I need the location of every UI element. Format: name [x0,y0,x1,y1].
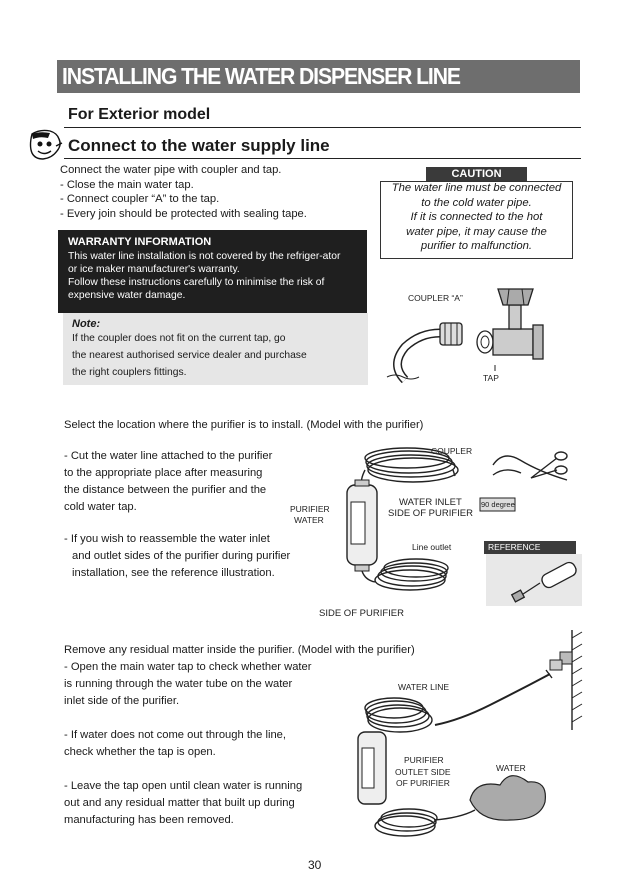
warranty-heading: WARRANTY INFORMATION [68,236,212,248]
tap-coupler-illustration [385,265,580,385]
section3-line: is running through the water tube on the water [64,678,293,690]
section2-line: the distance between the purifier and the [64,484,267,496]
intro-line: - Every join should be protected with sealing tape. [60,207,307,220]
divider [64,158,581,159]
flushing-illustration [350,630,585,842]
coupler-label: COUPLER “A” [408,293,463,303]
caution-line: If it is connected to the hot [410,211,543,223]
purifier-label: PURIFIER [290,504,330,514]
note-line: If the coupler does not fit on the current tap, go [72,333,286,344]
degree-label: 90 degree [481,500,515,509]
warranty-line: This water line installation is not covered by the refriger-ator [68,251,341,262]
warranty-line: expensive water damage. [68,290,186,301]
outlet-label: OF PURIFIER [396,778,450,788]
intro-line: - Close the main water tap. [60,178,194,191]
water-label: WATER [496,763,526,773]
note-heading: Note: [72,318,101,330]
purifier-illustration [335,440,585,610]
note-box [63,313,368,385]
section2-line: cold water tap. [64,501,137,513]
intro-line: Connect the water pipe with coupler and tap. [60,164,282,176]
section3-line: - If water does not come out through the line, [64,729,287,741]
section3-heading: Remove any residual matter inside the purifier. (Model with the purifier) [64,644,415,656]
section2-heading: Select the location where the purifier is to install. (Model with the purifier) [64,419,424,431]
caution-line: water pipe, it may cause the [406,225,547,238]
caution-box [380,181,573,259]
section2-line: and outlet sides of the purifier during purifier [72,550,291,562]
section3-line: - Open the main water tap to check whether water [64,661,312,673]
section-title: Connect to the water supply line [68,136,330,155]
note-line: the right couplers fittings. [72,367,187,378]
section2-line: - Cut the water line attached to the purifier [64,450,273,462]
water-inlet-label: SIDE OF PURIFIER [388,508,473,519]
section3-line: - Leave the tap open until clean water is running [64,780,303,792]
section3-line: check whether the tap is open. [64,746,216,758]
tap-label: TAP [483,373,499,383]
purifier-label: PURIFIER [404,755,444,765]
note-line: the nearest authorised service dealer and purchase [72,350,307,361]
side-of-purifier-label: SIDE OF PURIFIER [319,608,404,619]
page-number: 30 [308,858,322,872]
section3-line: inlet side of the purifier. [64,695,180,707]
caution-line: purifier to malfunction. [420,240,533,252]
coupler-label: COUPLER [431,446,473,456]
subtitle: For Exterior model [68,106,211,123]
mascot-icon [26,128,64,162]
section2-line: installation, see the reference illustration. [72,567,275,579]
divider [64,127,581,128]
section3-line: manufacturing has been removed. [64,814,234,826]
water-inlet-label: WATER INLET [399,497,462,508]
intro-line: - Connect coupler “A” to the tap. [60,193,220,205]
caution-line: to the cold water pipe. [421,196,532,209]
purifier-label: WATER [294,515,324,525]
section2-line: to the appropriate place after measuring [64,467,263,479]
page-title: INSTALLING THE WATER DISPENSER LINE [62,63,460,89]
warranty-line: or ice maker manufacturer's warranty. [68,264,240,275]
outlet-label: OUTLET SIDE [395,767,451,777]
water-line-label: WATER LINE [398,682,450,692]
reference-label: REFERENCE [484,541,576,554]
warranty-line: Follow these instructions carefully to minimise the risk of [68,277,325,288]
warranty-box [58,230,367,313]
section2-line: - If you wish to reassemble the water inlet [64,533,270,545]
line-outlet-label: Line outlet [412,542,452,552]
caution-label: CAUTION [426,167,527,181]
section3-line: out and any residual matter that built up during [64,797,295,809]
caution-line: The water line must be connected [391,182,562,194]
